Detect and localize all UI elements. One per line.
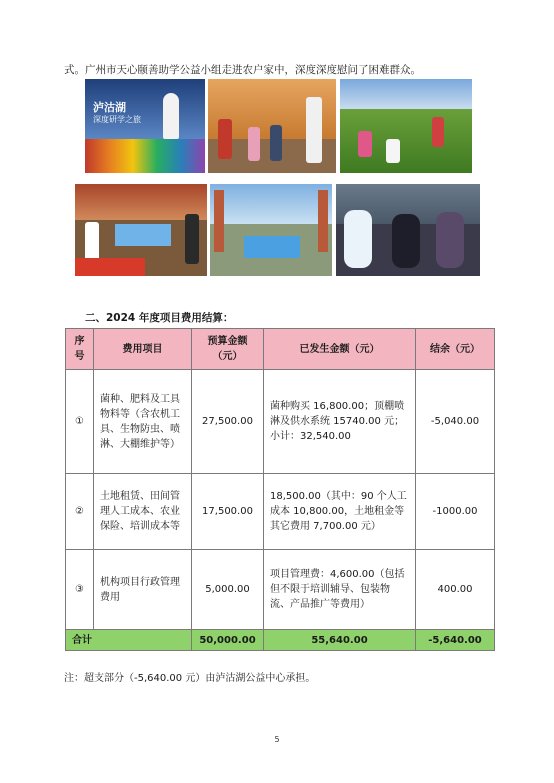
adult-figure <box>306 97 322 163</box>
gate-pillar <box>214 190 224 252</box>
total-spent: 55,640.00 <box>264 630 416 651</box>
cost-settlement-table <box>65 328 495 651</box>
cell-seq: ③ <box>66 550 94 630</box>
photo-village-gate <box>210 184 332 276</box>
cell-item: 菌种、肥料及工具物料等（含农机工具、生物防虫、喷淋、大棚维护等） <box>94 370 192 474</box>
cell-balance: 400.00 <box>416 550 495 630</box>
produce-crates <box>75 258 145 276</box>
total-budget: 50,000.00 <box>192 630 264 651</box>
photo-children-wall <box>208 79 336 173</box>
table-total-row <box>66 630 495 651</box>
table-row <box>66 370 495 474</box>
photo-field-work <box>340 79 472 173</box>
page-number: 5 <box>274 735 280 744</box>
section-title: 二、2024 年度项目费用结算： <box>85 312 234 324</box>
header-spent: 已发生金额（元） <box>264 329 416 370</box>
header-item: 费用项目 <box>94 329 192 370</box>
cell-budget: 27,500.00 <box>192 370 264 474</box>
poster-title: 泸沽湖 <box>93 101 126 114</box>
cell-budget: 5,000.00 <box>192 550 264 630</box>
person-figure <box>185 214 199 264</box>
total-label: 合计 <box>66 630 192 651</box>
stupa-shape <box>163 93 179 139</box>
cell-balance: -5,040.00 <box>416 370 495 474</box>
elder-figure <box>392 214 420 268</box>
table-row <box>66 474 495 550</box>
total-balance: -5,640.00 <box>416 630 495 651</box>
worker-figure <box>432 117 444 147</box>
volunteer-figure <box>344 210 372 268</box>
banner-shape <box>244 236 300 258</box>
photo-visiting-elders <box>336 184 480 276</box>
poster-subtitle: 深度研学之旅 <box>93 115 141 124</box>
photo-banner-group <box>75 184 207 276</box>
table-row <box>66 550 495 630</box>
cell-spent: 菌种购买 16,800.00；顶棚喷淋及供水系统 15740.00 元；小计：32,540.00 <box>264 370 416 474</box>
header-budget: 预算金额（元） <box>192 329 264 370</box>
header-seq: 序号 <box>66 329 94 370</box>
worker-figure <box>386 139 400 163</box>
cell-item: 土地租赁、田间管理人工成本、农业保险、培训成本等 <box>94 474 192 550</box>
cell-spent: 项目管理费：4,600.00（包括但不限于培训辅导、包装物流、产品推广等费用） <box>264 550 416 630</box>
gate-pillar <box>318 190 328 252</box>
cell-balance: -1000.00 <box>416 474 495 550</box>
intro-paragraph: 式。广州市天心颐善助学公益小组走进农户家中，深度深度慰问了困难群众。 <box>64 64 421 76</box>
child-figure <box>248 127 260 161</box>
elder-figure <box>436 212 464 268</box>
photo-study-tour-poster <box>85 79 205 173</box>
child-figure <box>218 119 232 159</box>
footnote: 注：超支部分（-5,640.00 元）由泸沽湖公益中心承担。 <box>64 673 316 684</box>
child-figure <box>270 125 282 161</box>
banner-shape <box>115 224 171 246</box>
table-header-row <box>66 329 495 370</box>
cell-seq: ② <box>66 474 94 550</box>
cell-seq: ① <box>66 370 94 474</box>
header-balance: 结余（元） <box>416 329 495 370</box>
cell-budget: 17,500.00 <box>192 474 264 550</box>
cell-spent: 18,500.00（其中：90 个人工成本 10,800.00，土地租金等其它费用 7,700.00 元） <box>264 474 416 550</box>
worker-figure <box>358 131 372 157</box>
cell-item: 机构项目行政管理费用 <box>94 550 192 630</box>
